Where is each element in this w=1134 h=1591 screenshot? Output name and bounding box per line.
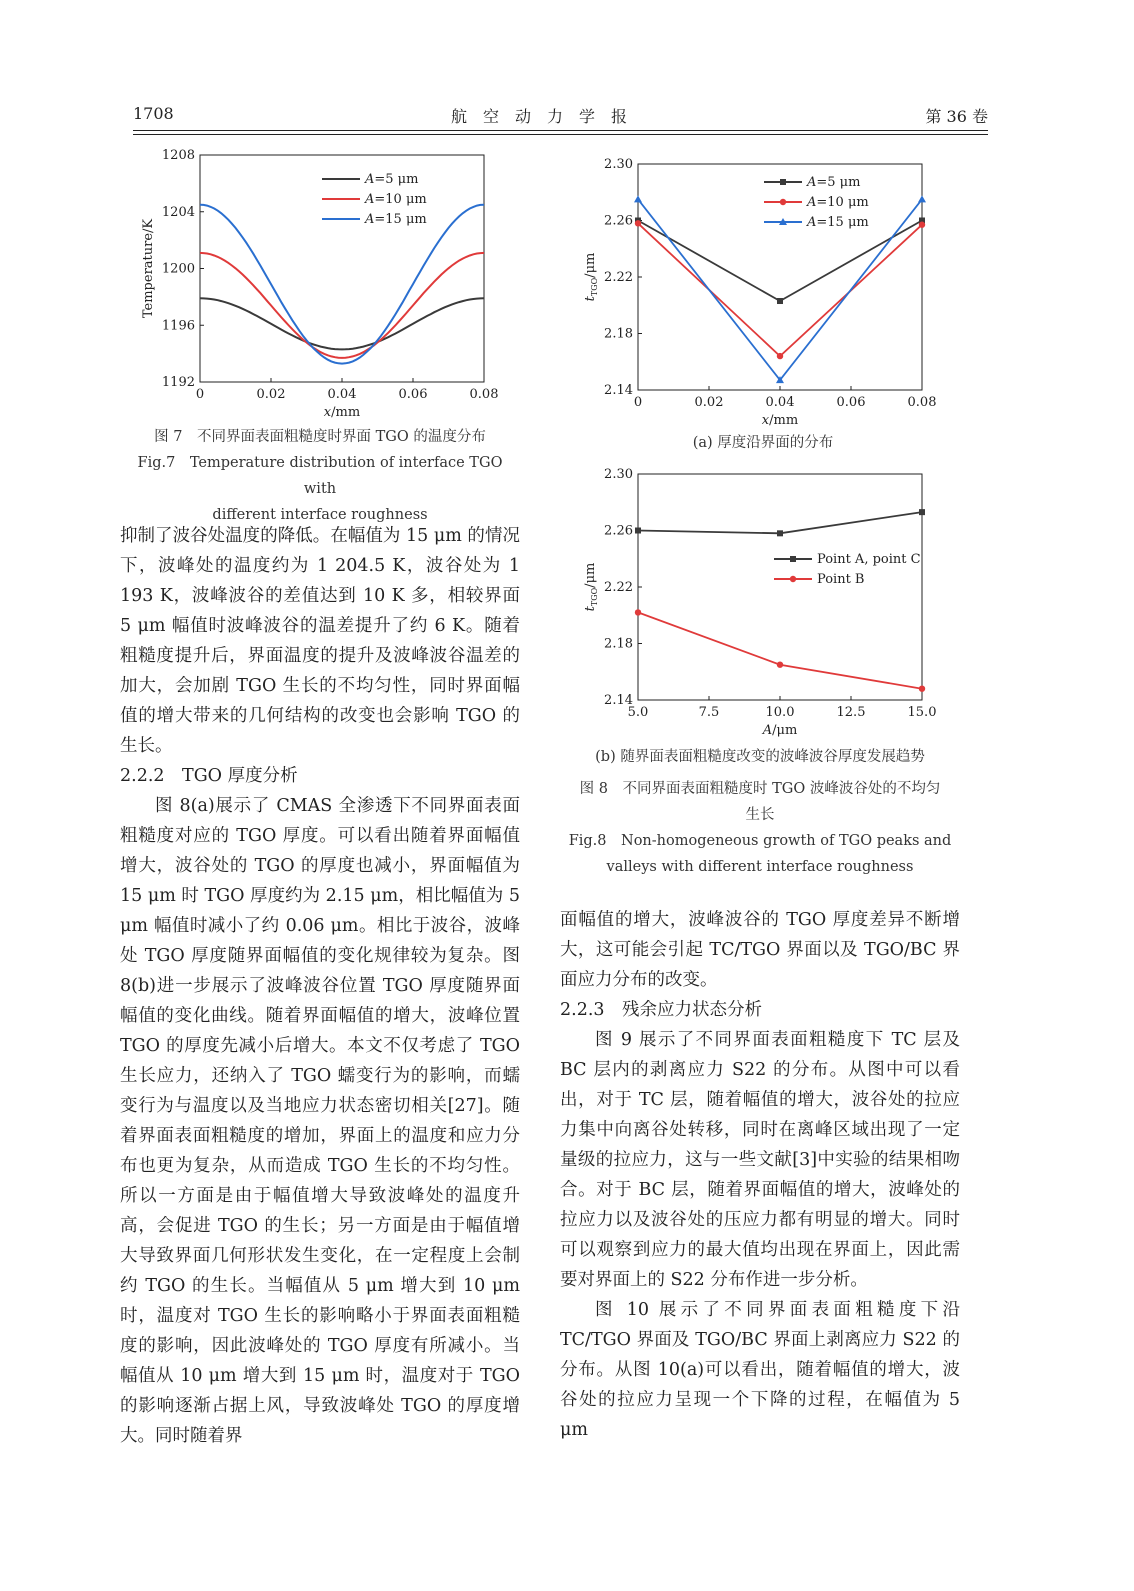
plot-frame bbox=[200, 155, 484, 382]
legend-marker bbox=[790, 576, 796, 582]
x-tick-label: 0.06 bbox=[836, 395, 866, 410]
figure-8-caption-cn-1: 图 8 不同界面表面粗糙度时 TGO 波峰波谷处的不均匀 bbox=[579, 781, 941, 797]
figure-7-caption-cn: 图 7 不同界面表面粗糙度时界面 TGO 的温度分布 bbox=[154, 429, 486, 445]
x-tick-label: 0.08 bbox=[469, 387, 499, 402]
figure-8a-chart bbox=[568, 152, 958, 434]
legend-label: Point A, point C bbox=[817, 552, 921, 567]
x-tick-label: 5.0 bbox=[627, 705, 649, 720]
data-point bbox=[777, 661, 783, 667]
paragraph: 图 10 展示了不同界面表面粗糙度下沿 TC/TGO 界面及 TGO/BC 界面上剥离应力 S22 的分布。从图 10(a)可以看出，随着幅值的增大，波谷处的拉应力呈现一个下降的过程，在幅值为 5 μm bbox=[560, 1300, 960, 1440]
y-tick-label: 1192 bbox=[161, 375, 195, 390]
journal-title: 航 空 动 力 学 报 bbox=[451, 107, 628, 126]
right-column bbox=[560, 905, 960, 1445]
figure-8-caption-en-1: Fig.8 Non-homogeneous growth of TGO peaks and bbox=[568, 833, 952, 849]
legend-label: A=10 μm bbox=[365, 192, 427, 207]
x-tick-label: 12.5 bbox=[836, 705, 866, 720]
x-tick-label: 0.04 bbox=[765, 395, 795, 410]
y-axis-label: $t_{TGO}/\mu m$ bbox=[583, 562, 599, 612]
x-axis-label: x/mm bbox=[761, 413, 799, 428]
series-line bbox=[638, 223, 922, 356]
data-point bbox=[634, 195, 642, 202]
legend-label: Point B bbox=[817, 572, 865, 587]
x-tick-label: 0.06 bbox=[398, 387, 428, 402]
data-point bbox=[635, 220, 641, 226]
data-point bbox=[777, 530, 783, 536]
y-tick-label: 2.30 bbox=[604, 467, 633, 482]
page-number: 1708 bbox=[133, 104, 174, 123]
legend-label: A=10 μm bbox=[807, 195, 869, 210]
series-line bbox=[638, 221, 922, 302]
running-header bbox=[133, 100, 988, 132]
legend-marker bbox=[780, 199, 786, 205]
y-tick-label: 1200 bbox=[161, 261, 195, 277]
data-point bbox=[919, 509, 925, 515]
x-tick-label: 0 bbox=[195, 387, 205, 402]
figure-8b-chart bbox=[568, 462, 958, 744]
data-point bbox=[635, 609, 641, 615]
figure-8-caption-en-2: valleys with different interface roughness bbox=[606, 859, 914, 875]
legend-label: A=15 μm bbox=[807, 215, 869, 230]
y-tick-label: 2.18 bbox=[604, 326, 633, 342]
y-tick-label: 2.14 bbox=[604, 693, 633, 708]
x-tick-label: 0 bbox=[633, 395, 643, 410]
x-tick-label: 15.0 bbox=[907, 705, 937, 720]
y-axis-label: $t_{TGO}/\mu m$ bbox=[583, 252, 599, 302]
x-tick-label: 0.02 bbox=[694, 395, 724, 410]
figure-7-caption-en-1: Fig.7 Temperature distribution of interface TGO with bbox=[137, 455, 503, 497]
section-heading-2-2-2: 2.2.2 TGO 厚度分析 bbox=[120, 766, 298, 786]
data-point bbox=[635, 528, 641, 534]
series-line bbox=[200, 253, 484, 358]
series-line bbox=[200, 298, 484, 349]
y-tick-label: 2.26 bbox=[604, 523, 633, 539]
legend-label: A=5 μm bbox=[807, 175, 861, 190]
data-point bbox=[918, 195, 926, 202]
figure-8-caption-cn-2: 生长 bbox=[745, 807, 775, 823]
figure-8b-subcaption: (b) 随界面表面粗糙度改变的波峰波谷厚度发展趋势 bbox=[595, 749, 925, 765]
y-tick-label: 2.30 bbox=[604, 157, 633, 172]
x-axis-label: A/μm bbox=[762, 723, 798, 738]
volume-label: 第 36 卷 bbox=[925, 107, 988, 126]
series-line bbox=[200, 205, 484, 364]
paragraph-continued: 面幅值的增大，波峰波谷的 TGO 厚度差异不断增大，这可能会引起 TC/TGO 界面以及 TGO/BC 界面应力分布的改变。 bbox=[560, 910, 960, 990]
header-rule bbox=[133, 130, 988, 131]
figure-8-caption bbox=[560, 776, 960, 880]
paragraph: 图 8(a)展示了 CMAS 全渗透下不同界面表面粗糙度对应的 TGO 厚度。可以看出随着界面幅值增大，波谷处的 TGO 的厚度也减小，界面幅值为 15 μm 时 TGO 厚度约为 2.15 μm，相比幅值为 5 μm 幅值时减小了约 0.06 μm。相比于波谷，波峰处 TGO 厚度随界面幅值的变化规律较为复杂。图 8(b)进一步展示了波峰波谷位置 TGO 厚度随界面幅值的变化曲线。随着界面幅值的增大，波峰位置 TGO 的厚度先减小后增大。本文不仅考虑了 TGO 生长应力，还纳入了 TGO 蠕变行为的影响，而蠕变行为与温度以及当地应力状态密切相关[27]。随着界面表面粗糙度的增加，界面上的温度和应力分布也更为复杂，从而造成 TGO 生长的不均匀性。所以一方面是由于幅值增大导致波峰处的温度升高，会促进 TGO 的生长；另一方面是由于幅值增大导致界面几何形状发生变化，在一定程度上会制约 TGO 的生长。当幅值从 5 μm 增大到 10 μm 时，温度对 TGO 生长的影响略小于界面表面粗糙度的影响，因此波峰处的 TGO 厚度有所减小。当幅值从 10 μm 增大到 15 μm 时，温度对于 TGO 的影响逐渐占据上风，导致波峰处 TGO 的厚度增大。同时随着界 bbox=[120, 796, 520, 1446]
left-column bbox=[120, 521, 520, 1451]
series-line bbox=[638, 512, 922, 533]
figure-7-chart bbox=[130, 142, 510, 426]
header-rule-thin bbox=[133, 134, 988, 135]
paragraph-continued: 抑制了波谷处温度的降低。在幅值为 15 μm 的情况下，波峰处的温度约为 1 204.5 K，波谷处为 1 193 K，波峰波谷的差值达到 10 K 多，相较界面 5 μm 幅值时波峰波谷的温差提升了约 6 K。随着粗糙度提升后，界面温度的提升及波峰波谷温差的加大，会加剧 TGO 生长的不均匀性，同时界面幅值的增大带来的几何结构的改变也会影响 TGO 的生长。 bbox=[120, 526, 520, 756]
y-tick-label: 2.18 bbox=[604, 636, 633, 652]
y-axis-label: Temperature/K bbox=[141, 218, 156, 319]
y-tick-label: 2.22 bbox=[604, 270, 633, 285]
data-point bbox=[777, 298, 783, 304]
x-tick-label: 0.08 bbox=[907, 395, 937, 410]
x-tick-label: 7.5 bbox=[698, 705, 720, 720]
y-tick-label: 2.14 bbox=[604, 383, 633, 398]
series-line bbox=[638, 612, 922, 688]
y-tick-label: 1204 bbox=[161, 204, 195, 220]
y-tick-label: 2.22 bbox=[604, 580, 633, 595]
section-heading-2-2-3: 2.2.3 残余应力状态分析 bbox=[560, 1000, 763, 1020]
figure-7-caption bbox=[120, 424, 520, 528]
y-tick-label: 2.26 bbox=[604, 213, 633, 229]
figure-7-caption-en-2: different interface roughness bbox=[212, 507, 428, 523]
x-axis-label: x/mm bbox=[323, 405, 361, 420]
x-tick-label: 10.0 bbox=[765, 705, 795, 720]
data-point bbox=[919, 222, 925, 228]
data-point bbox=[777, 353, 783, 359]
legend-label: A=15 μm bbox=[365, 212, 427, 227]
paragraph: 图 9 展示了不同界面表面粗糙度下 TC 层及 BC 层内的剥离应力 S22 的分布。从图中可以看出，对于 TC 层，随着幅值的增大，波谷处的拉应力集中向离谷处转移，同时在离峰区域出现了一定量级的拉应力，这与一些文献[3]中实验的结果相吻合。对于 BC 层，随着界面幅值的增大，波峰处的拉应力以及波谷处的压应力都有明显的增大。同时可以观察到应力的最大值均出现在界面上，因此需要对界面上的 S22 分布作进一步分析。 bbox=[560, 1030, 960, 1290]
y-tick-label: 1208 bbox=[161, 148, 195, 163]
figure-8a-subcaption: (a) 厚度沿界面的分布 bbox=[692, 435, 834, 451]
legend-marker bbox=[790, 556, 796, 562]
legend-label: A=5 μm bbox=[365, 172, 419, 187]
x-tick-label: 0.04 bbox=[327, 387, 357, 402]
y-tick-label: 1196 bbox=[161, 318, 195, 334]
x-tick-label: 0.02 bbox=[256, 387, 286, 402]
legend-marker bbox=[780, 179, 786, 185]
data-point bbox=[919, 686, 925, 692]
